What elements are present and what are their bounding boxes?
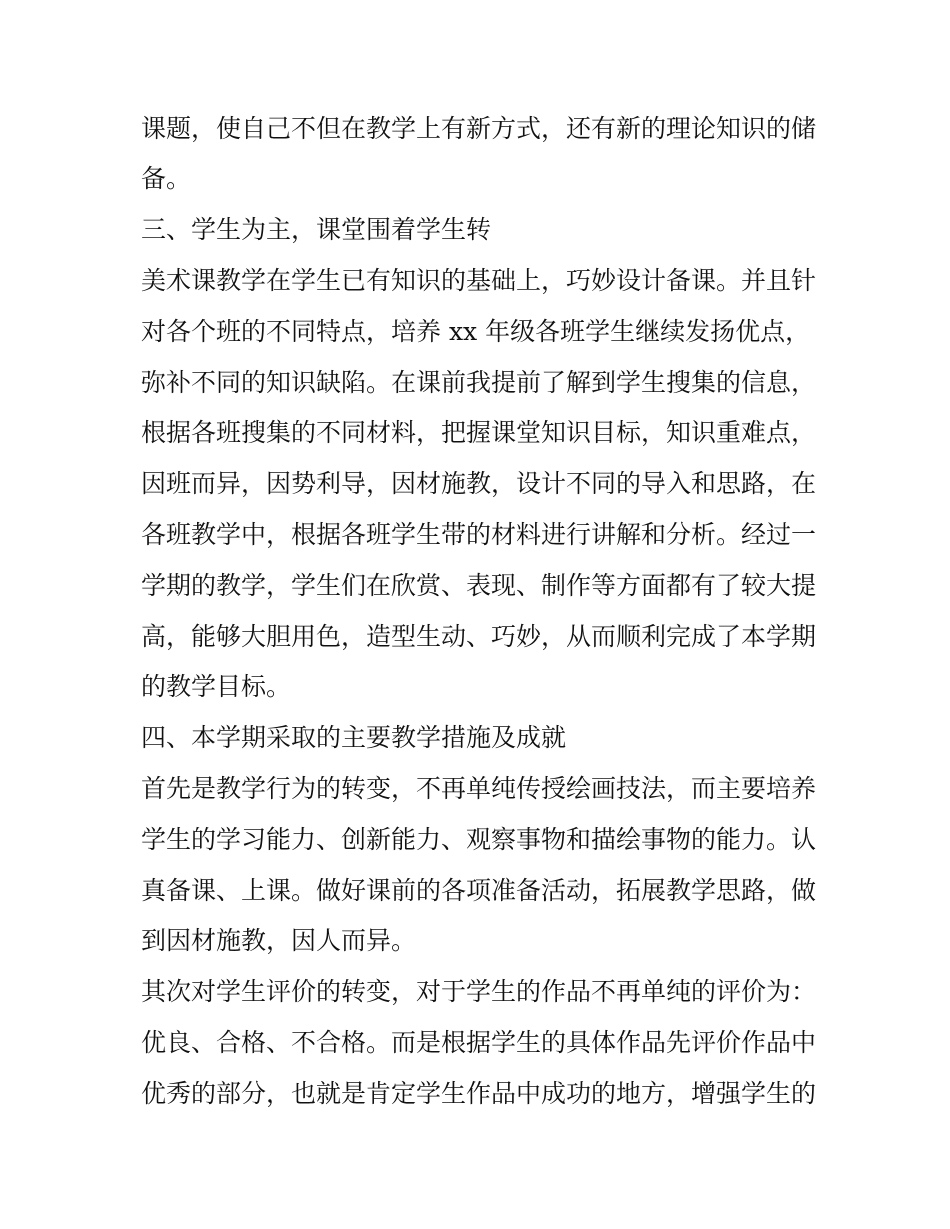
text-line: 学期的教学，学生们在欣赏、表现、制作等方面都有了较大提 (141, 571, 817, 600)
text-line: 优良、合格、不合格。而是根据学生的具体作品先评价作品中 (141, 1028, 817, 1057)
text-line: 学生的学习能力、创新能力、观察事物和描绘事物的能力。认 (141, 825, 817, 854)
text-line: 美术课教学在学生已有知识的基础上，巧妙设计备课。并且针 (141, 266, 817, 295)
text-line: 弥补不同的知识缺陷。在课前我提前了解到学生搜集的信息， (141, 368, 817, 397)
text-line: 真备课、上课。做好课前的各项准备活动，拓展教学思路，做 (141, 876, 817, 905)
text-line: 高，能够大胆用色，造型生动、巧妙，从而顺利完成了本学期 (141, 622, 817, 651)
text-line: 的教学目标。 (141, 672, 292, 701)
text-line: 因班而异，因势利导，因材施教，设计不同的导入和思路，在 (141, 469, 817, 498)
text-line: 其次对学生评价的转变，对于学生的作品不再单纯的评价为： (141, 977, 817, 1006)
section-heading: 四、本学期采取的主要教学措施及成就 (141, 723, 567, 752)
text-line: 对各个班的不同特点，培养 xx 年级各班学生继续发扬优点， (141, 317, 811, 346)
text-line: 各班教学中，根据各班学生带的材料进行讲解和分析。经过一 (141, 520, 817, 549)
text-line: 备。 (141, 164, 192, 193)
section-heading: 三、学生为主，课堂围着学生转 (141, 215, 492, 244)
text-line: 优秀的部分，也就是肯定学生作品中成功的地方，增强学生的 (141, 1079, 817, 1108)
text-line: 课题，使自己不但在教学上有新方式，还有新的理论知识的储 (141, 114, 817, 143)
text-line: 首先是教学行为的转变，不再单纯传授绘画技法，而主要培养 (141, 774, 817, 803)
text-line: 根据各班搜集的不同材料，把握课堂知识目标，知识重难点， (141, 418, 817, 447)
text-line: 到因材施教，因人而异。 (141, 926, 417, 955)
